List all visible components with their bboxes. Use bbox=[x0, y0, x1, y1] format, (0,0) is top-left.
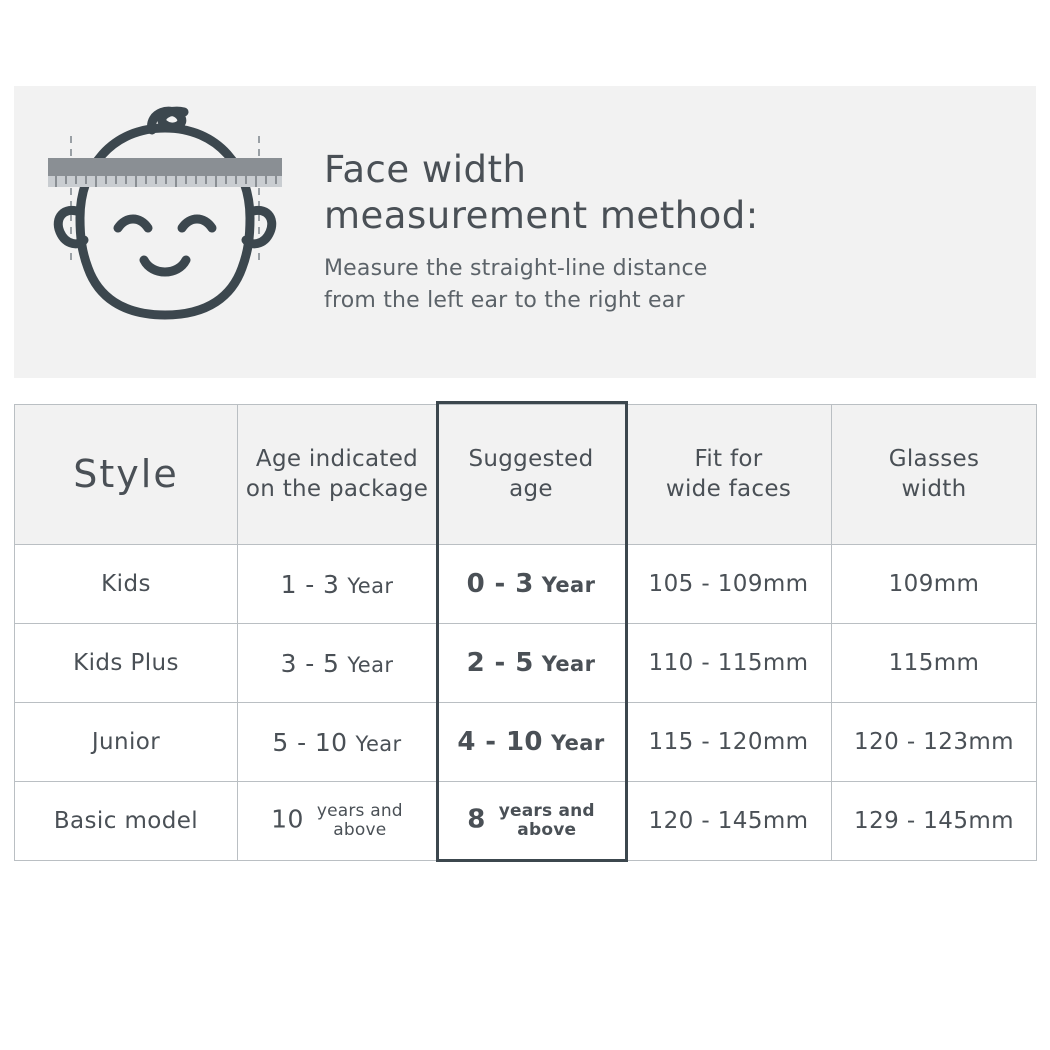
size-table-header bbox=[15, 405, 1037, 545]
banner-text-block bbox=[314, 147, 759, 317]
cell-suggested-age-number: 8 bbox=[467, 805, 486, 835]
column-header-package-age-line-2: on the package bbox=[245, 475, 429, 502]
cell-package-age-unit-line-1: years and bbox=[316, 801, 403, 822]
column-header-glasses-width bbox=[832, 405, 1037, 545]
column-header-suggested-age-line-2: age bbox=[509, 475, 553, 502]
cell-wide-face-fit: 115 - 120mm bbox=[626, 703, 832, 782]
column-header-style bbox=[15, 405, 238, 545]
cell-style: Kids bbox=[15, 545, 238, 624]
cell-suggested-age-number: 4 - 10 bbox=[457, 727, 543, 757]
cell-suggested-age-number: 2 - 5 bbox=[466, 648, 534, 678]
cell-package-age-number: 1 - 3 bbox=[280, 569, 340, 599]
cell-wide-face-fit: 120 - 145mm bbox=[626, 782, 832, 861]
column-header-glasses-width-line-1: Glasses bbox=[888, 445, 980, 472]
cell-package-age bbox=[238, 782, 437, 861]
cell-package-age-unit: Year bbox=[355, 731, 402, 756]
table-row bbox=[15, 703, 1037, 782]
cell-package-age bbox=[238, 703, 437, 782]
cell-package-age-number: 5 - 10 bbox=[272, 727, 348, 757]
cell-suggested-age-unit-line-2: above bbox=[517, 820, 577, 840]
cell-suggested-age-unit: Year bbox=[550, 731, 605, 755]
column-header-package-age-line-1: Age indicated bbox=[255, 445, 419, 472]
size-table-container bbox=[14, 404, 1036, 861]
column-header-wide-faces bbox=[626, 405, 832, 545]
cell-glasses-width: 115mm bbox=[832, 624, 1037, 703]
cell-package-age-unit bbox=[317, 802, 403, 839]
cell-style: Junior bbox=[15, 703, 238, 782]
banner-subheadline-line-1: Measure the straight-line distance bbox=[324, 256, 708, 282]
cell-suggested-age bbox=[437, 782, 626, 861]
size-table bbox=[14, 404, 1037, 861]
column-header-style-label: Style bbox=[73, 451, 179, 496]
cell-wide-face-fit: 105 - 109mm bbox=[626, 545, 832, 624]
cell-suggested-age-unit: Year bbox=[541, 573, 596, 597]
cell-suggested-age bbox=[437, 545, 626, 624]
cell-glasses-width: 120 - 123mm bbox=[832, 703, 1037, 782]
cell-suggested-age-unit bbox=[499, 802, 595, 839]
column-header-package-age bbox=[238, 405, 437, 545]
cell-package-age bbox=[238, 624, 437, 703]
column-header-suggested-age bbox=[437, 405, 626, 545]
banner-subheadline-line-2: from the left ear to the right ear bbox=[324, 288, 685, 314]
size-table-body bbox=[15, 545, 1037, 861]
column-header-wide-faces-line-2: wide faces bbox=[665, 475, 792, 502]
cell-suggested-age-number: 0 - 3 bbox=[466, 569, 534, 599]
table-header-row bbox=[15, 405, 1037, 545]
ruler-icon bbox=[48, 158, 282, 187]
cell-package-age-number: 10 bbox=[271, 805, 304, 834]
cell-style: Kids Plus bbox=[15, 624, 238, 703]
cell-package-age-unit: Year bbox=[347, 652, 394, 677]
cell-suggested-age-unit: Year bbox=[541, 652, 596, 676]
cell-wide-face-fit: 110 - 115mm bbox=[626, 624, 832, 703]
cell-suggested-age-unit-line-1: years and bbox=[498, 801, 595, 822]
table-row bbox=[15, 782, 1037, 861]
table-row bbox=[15, 545, 1037, 624]
table-row bbox=[15, 624, 1037, 703]
banner-figure bbox=[14, 86, 314, 378]
banner-subheadline bbox=[324, 253, 759, 317]
banner-headline bbox=[324, 147, 759, 240]
cell-package-age bbox=[238, 545, 437, 624]
column-header-glasses-width-line-2: width bbox=[901, 475, 967, 502]
cell-suggested-age bbox=[437, 624, 626, 703]
cell-glasses-width: 109mm bbox=[832, 545, 1037, 624]
child-face-with-ruler-icon bbox=[40, 100, 290, 365]
cell-style: Basic model bbox=[15, 782, 238, 861]
column-header-wide-faces-line-1: Fit for bbox=[694, 445, 763, 472]
cell-glasses-width: 129 - 145mm bbox=[832, 782, 1037, 861]
cell-suggested-age bbox=[437, 703, 626, 782]
cell-package-age-number: 3 - 5 bbox=[280, 648, 340, 678]
face-width-banner bbox=[14, 86, 1036, 378]
banner-headline-line-2: measurement method: bbox=[324, 194, 759, 238]
banner-headline-line-1: Face width bbox=[324, 147, 527, 191]
cell-package-age-unit-line-2: above bbox=[333, 820, 387, 840]
cell-package-age-unit: Year bbox=[347, 573, 394, 598]
column-header-suggested-age-line-1: Suggested bbox=[468, 445, 594, 472]
